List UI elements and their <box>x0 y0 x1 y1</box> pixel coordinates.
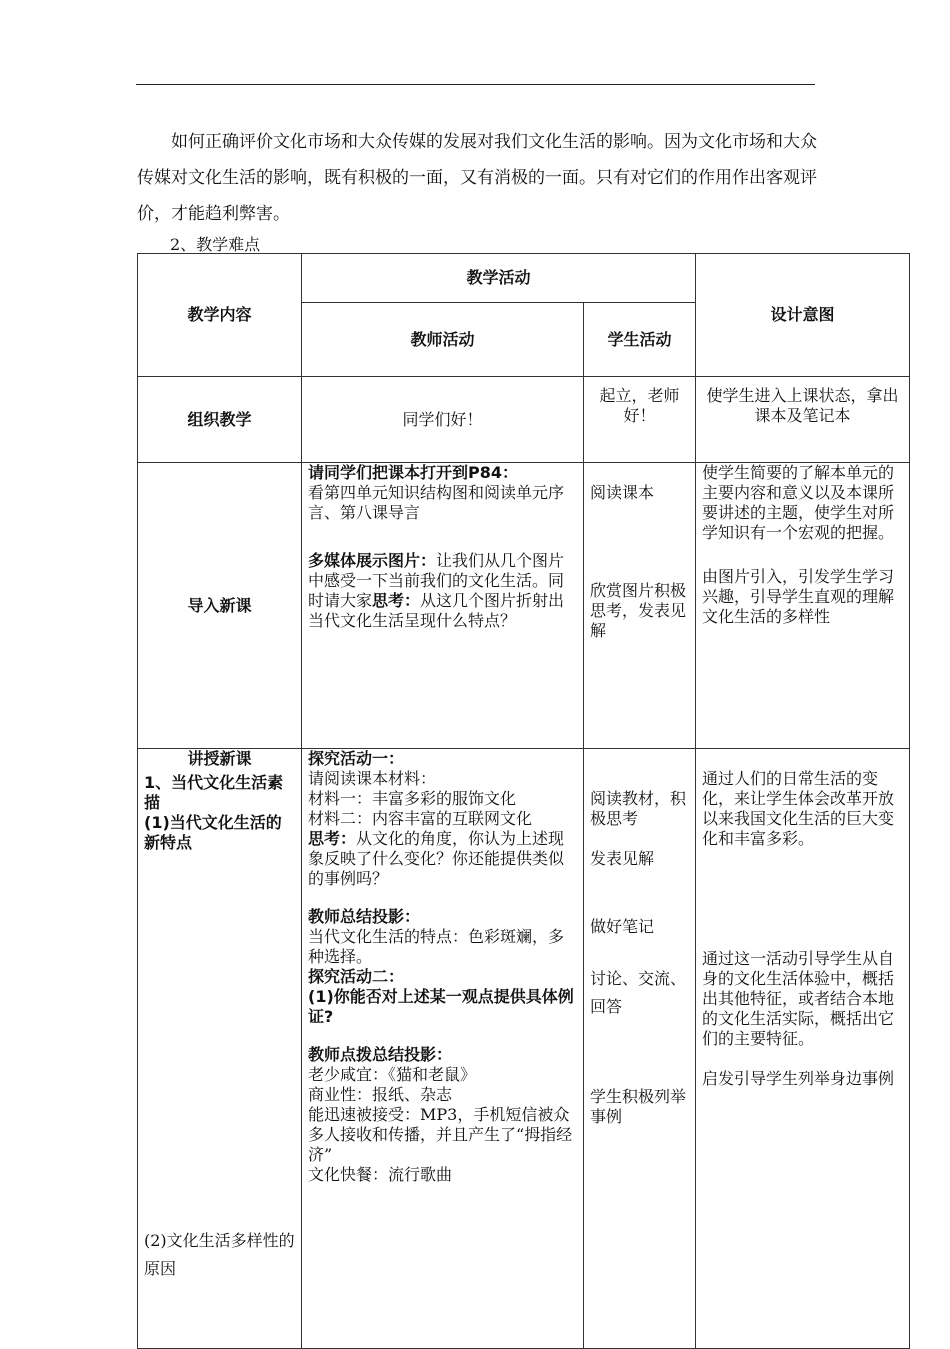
row3-student <box>584 749 696 1349</box>
row3-t-8: 能迅速被接受：MP3，手机短信被众多人接收和传播，并且产生了“拇指经济” <box>308 1105 573 1164</box>
row3-t-3: 材料二：内容丰富的互联网文化 <box>308 809 533 828</box>
row2-design-2: 由图片引入，引发学生学习兴趣，引导学生直观的理解文化生活的多样性 <box>702 567 895 626</box>
row1-teacher: 同学们好！ <box>302 377 584 463</box>
row2-student-1: 阅读课本 <box>590 483 655 502</box>
row-organize <box>138 377 910 463</box>
row3-design <box>696 749 910 1349</box>
row2-teacher-text-2: 让我们从几个图片中感受一下当前我们的文化生活。同时请大家 <box>308 551 565 610</box>
row3-s-3: 做好笔记 <box>590 917 655 936</box>
row-new-lesson <box>138 749 910 1349</box>
lesson-plan-table <box>137 253 910 1349</box>
header-activities: 教学活动 <box>302 254 696 303</box>
row3-t-5: 当代文化生活的特点：色彩斑斓，多种选择。 <box>308 927 565 966</box>
row3-content <box>138 749 302 1349</box>
row3-t-6: 老少咸宜：《猫和老鼠》 <box>308 1065 477 1084</box>
header-content: 教学内容 <box>138 254 302 377</box>
row2-student <box>584 463 696 749</box>
row2-design <box>696 463 910 749</box>
header-student: 学生活动 <box>584 303 696 377</box>
row3-teacher <box>302 749 584 1349</box>
row2-teacher-bold-2: 多媒体展示图片： <box>308 551 437 570</box>
header-row-1 <box>138 254 910 303</box>
row2-teacher-bold-3: 思考： <box>372 591 421 610</box>
row2-student-2: 欣赏图片积极思考，发表见解 <box>590 581 687 640</box>
intro-paragraph: 如何正确评价文化市场和大众传媒的发展对我们文化生活的影响。因为文化市场和大众传媒对文化生活的影响，既有积极的一面，又有消极的一面。只有对它们的作用作出客观评价，才能趋利弊害。 <box>137 132 817 224</box>
row3-t-b2: 思考： <box>308 829 357 848</box>
row-intro <box>138 463 910 749</box>
row2-teacher-text-1: 看第四单元知识结构图和阅读单元序言、第八课导言 <box>308 483 565 522</box>
row3-d-2: 通过这一活动引导学生从自身的文化生活体验中，概括出其他特征，或者结合本地的文化生活实际，概括出它们的主要特征。 <box>702 949 895 1048</box>
row3-d-1: 通过人们的日常生活的变化，来让学生体会改革开放以来我国文化生活的巨大变化和丰富多彩。 <box>702 769 895 848</box>
row1-content: 组织教学 <box>138 377 302 463</box>
row3-d-3: 启发引导学生列举身边事例 <box>702 1069 895 1088</box>
row2-teacher-bold-1: 请同学们把课本打开到P84： <box>308 463 518 482</box>
header-rule <box>136 84 815 85</box>
row3-t-7: 商业性：报纸、杂志 <box>308 1085 453 1104</box>
row3-t-b1: 探究活动一： <box>308 749 405 768</box>
row3-t-4: 从文化的角度，你认为上述现象反映了什么变化？你还能提供类似的事例吗？ <box>308 829 565 888</box>
row2-teacher-text-3: 从这几个图片折射出当代文化生活呈现什么特点？ <box>308 591 565 630</box>
header-teacher: 教师活动 <box>302 303 584 377</box>
row3-t-b4: 探究活动二： <box>308 967 405 986</box>
row3-t-b5: (1)你能否对上述某一观点提供具体例证? <box>308 987 574 1026</box>
header-design: 设计意图 <box>696 254 910 377</box>
row3-s-4: 讨论、交流、回答 <box>590 969 687 1016</box>
row3-s-5: 学生积极列举事例 <box>590 1087 687 1126</box>
row1-design: 使学生进入上课状态，拿出课本及笔记本 <box>696 377 910 463</box>
row3-content-sub2: (1)当代文化生活的新特点 <box>144 813 282 852</box>
row3-s-1: 阅读教材，积极思考 <box>590 789 687 828</box>
row3-t-1: 请阅读课本材料： <box>308 769 437 788</box>
row3-content-title: 讲授新课 <box>187 749 252 768</box>
row3-t-9: 文化快餐：流行歌曲 <box>308 1165 453 1184</box>
cut-off-heading: 2、教学难点 <box>170 235 261 254</box>
row3-t-b3: 教师总结投影： <box>308 907 421 926</box>
row3-content-sub1: 1、当代文化生活素描 <box>144 773 284 812</box>
row1-student: 起立，老师好！ <box>584 377 696 463</box>
row2-design-1: 使学生简要的了解本单元的主要内容和意义以及本课所要讲述的主题，使学生对所学知识有一个宏观的把握。 <box>702 463 895 542</box>
row3-content-sub3: (2)文化生活多样性的原因 <box>144 1231 295 1278</box>
row3-t-b6: 教师点拨总结投影： <box>308 1045 453 1064</box>
row3-t-2: 材料一：丰富多彩的服饰文化 <box>308 789 517 808</box>
row3-s-2: 发表见解 <box>590 849 655 868</box>
row2-teacher <box>302 463 584 749</box>
row2-content: 导入新课 <box>138 463 302 749</box>
